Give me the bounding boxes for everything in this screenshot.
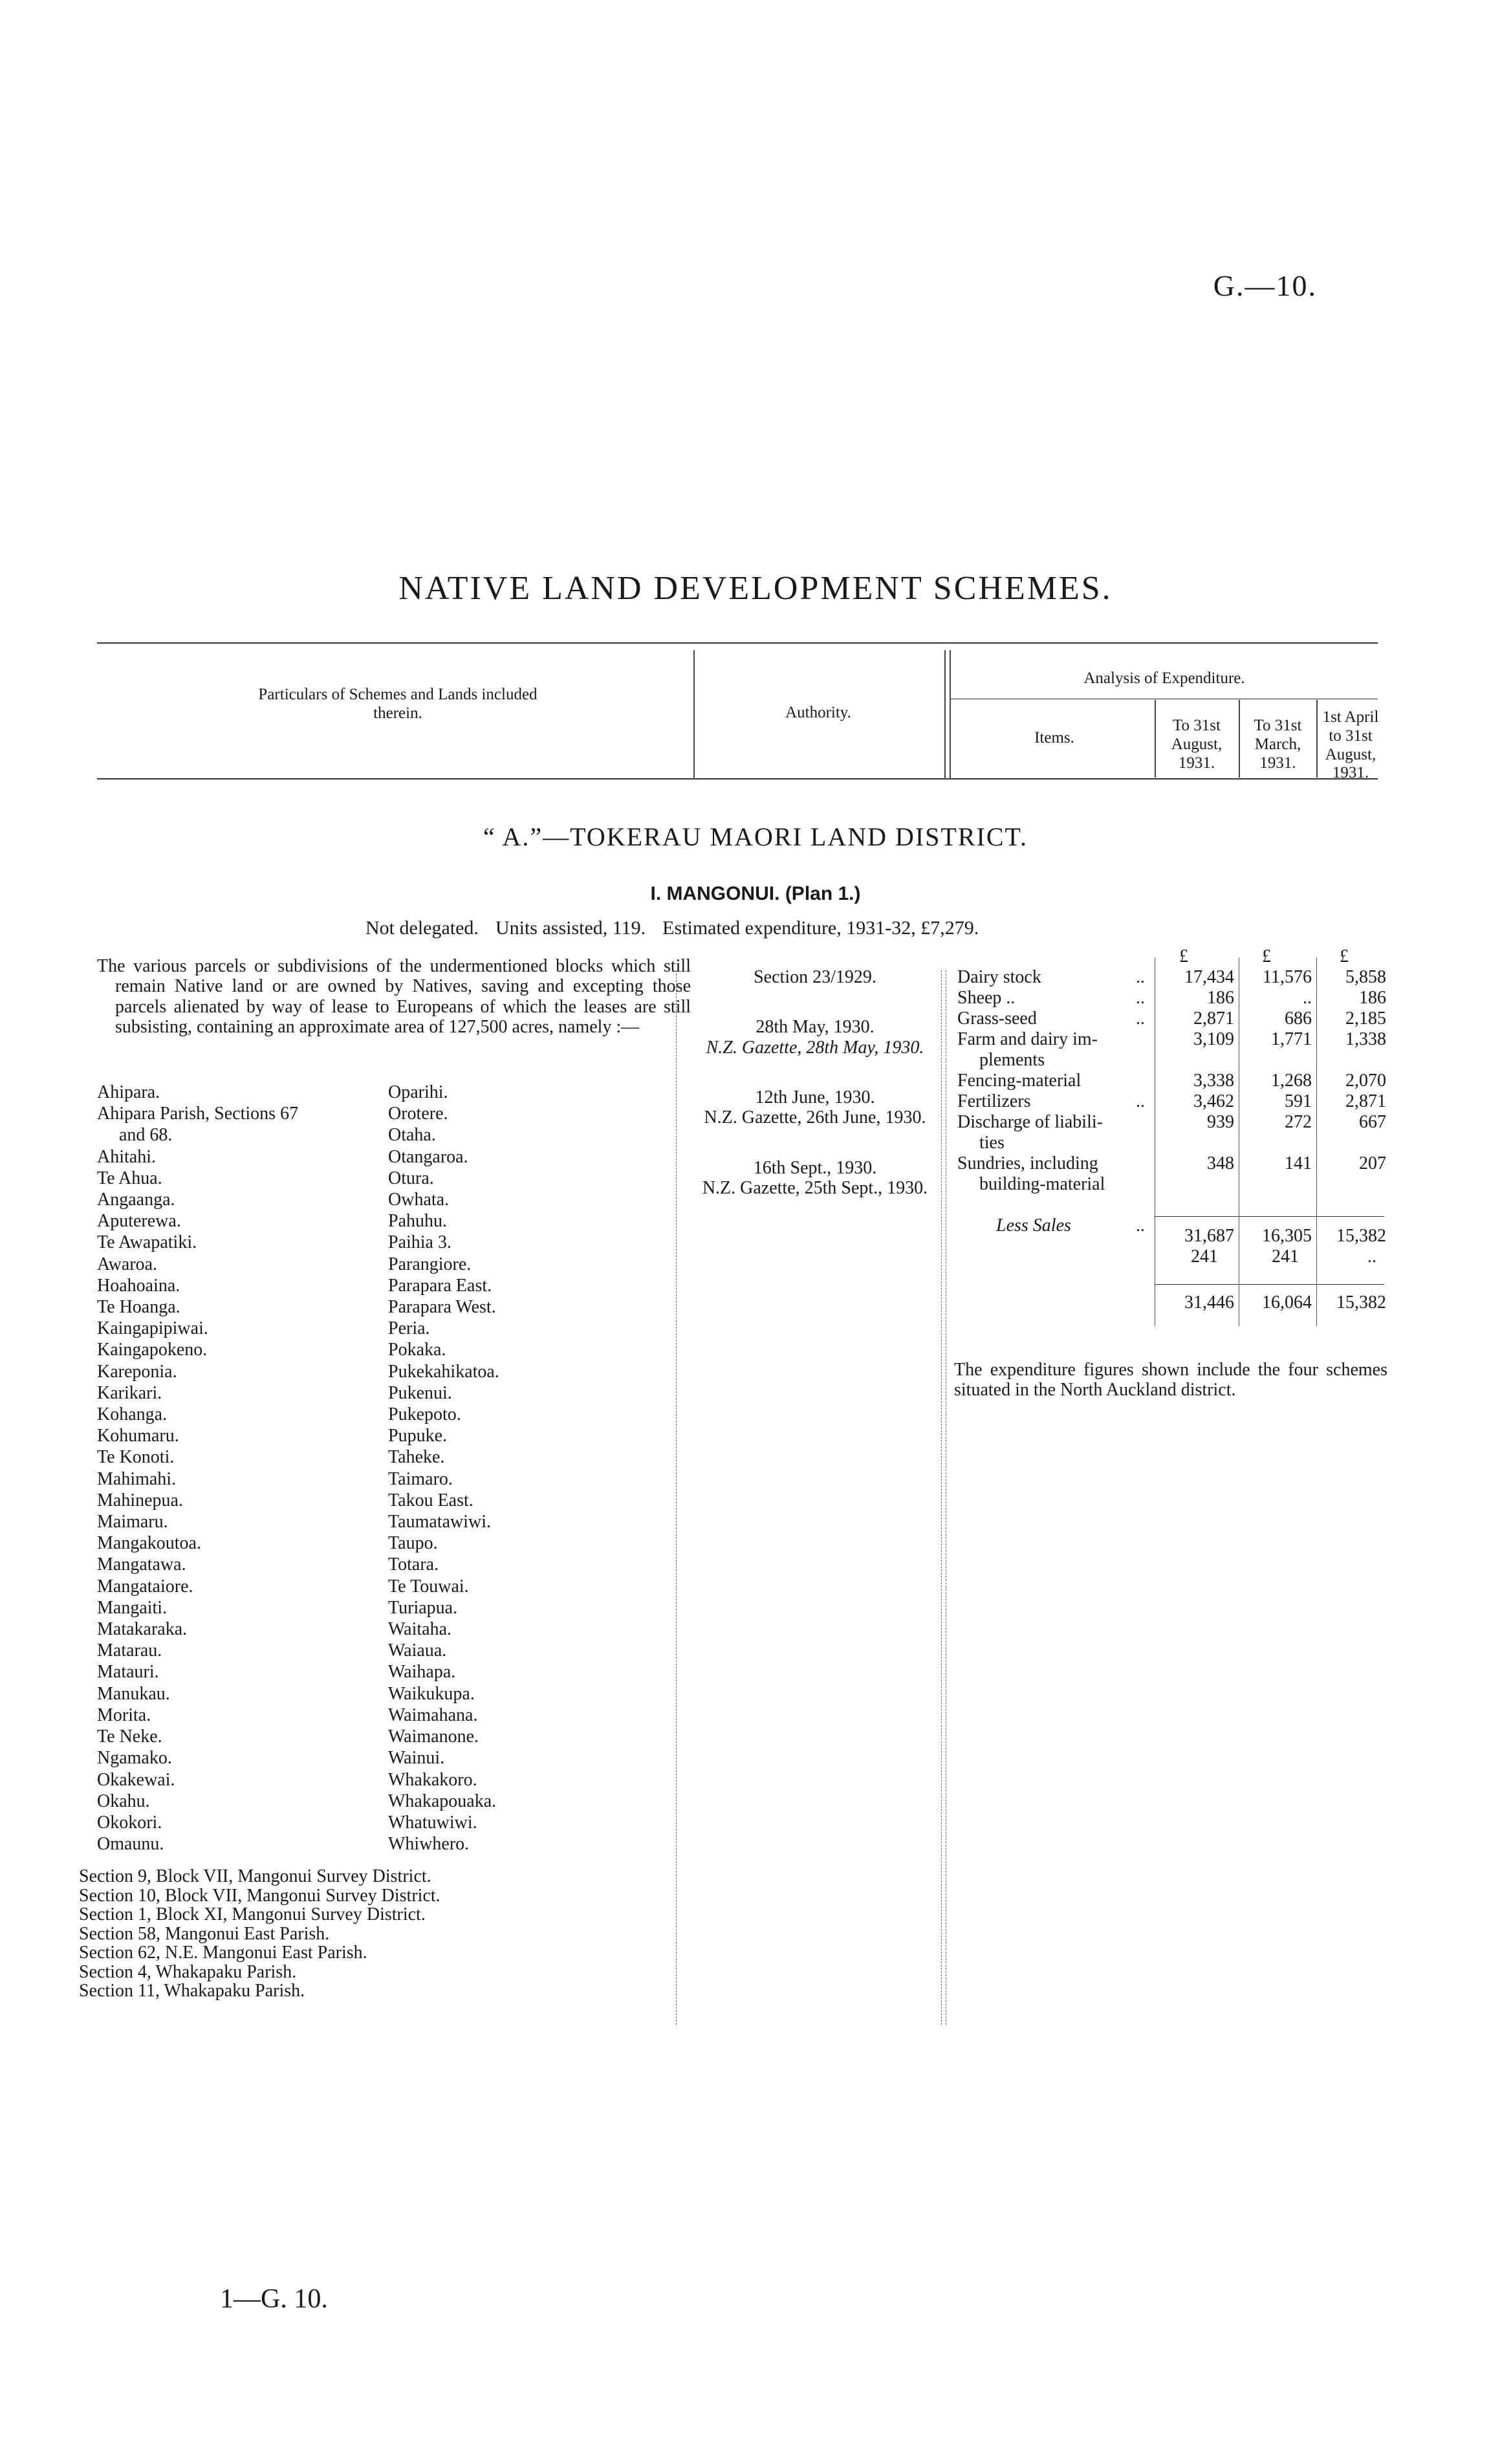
block-name: Pukenui. [388,1382,452,1403]
amount: 667 [1359,1112,1386,1132]
amount: .. [1303,988,1312,1008]
amount: 348 [1207,1153,1234,1173]
item-label: Dairy stock [957,967,1041,987]
amounts-to-31st-august [1157,967,1234,1174]
block-name: Otura. [388,1168,434,1188]
block-name: Oparihi. [388,1082,448,1102]
item-row [957,1153,1145,1195]
scheme-meta [365,917,979,939]
expenditure-items [957,967,1145,1236]
header-particulars: Particulars of Schemes and Lands included therein. [258,686,538,722]
block-list-right [388,1082,499,1855]
district-heading: “ A.”—TOKERAU MAORI LAND DISTRICT. [483,822,1028,851]
net-a: 31,446 [1184,1292,1234,1313]
scheme-title: I. MANGONUI. (Plan 1.) [650,883,861,904]
authority-entry [689,1017,941,1058]
total-a: 31,687 [1184,1226,1234,1246]
page-title: NATIVE LAND DEVELOPMENT SCHEMES. [398,570,1113,607]
item-label: Discharge of liabili- [957,1112,1103,1132]
block-name: Owhata. [388,1190,450,1210]
amount: 3,338 [1193,1071,1234,1091]
block-name: and 68. [119,1125,173,1146]
estimated-expenditure: Estimated expenditure, 1931-32, £7,279. [662,917,979,939]
item-label: Fencing-material [957,1071,1082,1091]
block-name: Mangaiti. [97,1597,168,1618]
section-entry: Section 11, Whakapaku Parish. [79,1981,305,2001]
header-authority: Authority. [785,704,851,721]
block-name: Otangaroa. [388,1146,468,1167]
item-row [957,1029,1145,1071]
amount: 2,871 [1193,1008,1234,1029]
block-name: Ahipara Parish, Sections 67 [97,1104,299,1124]
authority-line: 16th Sept., 1930. [753,1157,877,1178]
block-name: Angaanga. [97,1190,175,1210]
block-name: Okahu. [97,1791,150,1811]
block-name: Omaunu. [97,1834,164,1855]
header-divider-1 [693,650,695,780]
amounts-april-to-august [1318,967,1386,1174]
section-entry: Section 10, Block VII, Mangonui Survey District. [79,1885,440,1906]
amount: 141 [1285,1153,1312,1173]
block-name: Waiaua. [388,1641,447,1661]
block-name: Kohumaru. [97,1426,179,1446]
block-name: Kaingapokeno. [97,1340,208,1360]
block-name: Pahuhu. [388,1211,447,1232]
block-name: Te Awapatiki. [97,1232,197,1253]
block-name: Ahitahi. [97,1146,156,1167]
block-name: Pokaka. [388,1340,446,1360]
item-row [957,1008,1145,1029]
header-bottom-rule [97,778,1378,780]
section-entry: Section 58, Mangonui East Parish. [79,1923,330,1944]
block-name: Mahimahi. [97,1468,177,1489]
block-name: Okakewai. [97,1769,175,1790]
authority-entry [689,1158,941,1199]
section-entry: Section 1, Block XI, Mangonui Survey District. [79,1904,426,1924]
block-name: Morita. [97,1705,151,1725]
block-name: Ahipara. [97,1082,160,1102]
body-divider-2 [941,970,942,2025]
item-label: Sundries, including [957,1153,1098,1173]
block-name: Te Ahua. [97,1168,162,1188]
less-sales-c: .. [1367,1247,1376,1267]
block-name: Matarau. [97,1641,162,1661]
block-name: Orotere. [388,1104,448,1124]
leader-dots: .. [1136,988,1145,1008]
block-name: Manukau. [97,1683,170,1704]
amount: 11,576 [1263,967,1312,987]
block-name: Taheke. [388,1447,445,1468]
block-name: Pukekahikatoa. [388,1361,499,1382]
block-name: Wainui. [388,1748,445,1769]
block-name: Kaingapipiwai. [97,1318,208,1339]
header-divider-2b [950,650,951,780]
authority-entry [689,1087,941,1128]
total-b: 16,305 [1262,1226,1312,1246]
block-name: Whakakoro. [388,1769,477,1790]
block-name: Te Touwai. [388,1576,469,1597]
block-name: Totara. [388,1554,439,1575]
block-name: Taimaro. [388,1468,453,1489]
block-name: Taupo. [388,1533,438,1554]
leader-dots: .. [1136,1091,1145,1111]
amount: 686 [1285,1008,1312,1029]
authority-entry [689,967,941,987]
net-b: 16,064 [1262,1292,1312,1313]
header-to-31st-march: To 31st March, 1931. [1254,717,1302,772]
item-row [957,988,1145,1008]
header-top-rule [97,642,1378,644]
item-row [957,967,1145,988]
block-name: Te Hoanga. [97,1297,180,1318]
section-list [79,1867,440,2001]
amount: 17,434 [1184,967,1234,987]
expenditure-note: The expenditure figures shown include the four schemes situated in the North Auckland district. [954,1360,1387,1400]
less-sales-b: 241 [1272,1247,1299,1267]
block-name: Hoahoaina. [97,1275,180,1296]
block-name: Waihapa. [388,1662,456,1683]
section-entry: Section 9, Block VII, Mangonui Survey District. [79,1866,431,1886]
amount: 1,268 [1271,1071,1312,1091]
item-label-cont: ties [979,1133,1005,1153]
block-name: Waimanone. [388,1727,479,1747]
item-row [957,1112,1145,1153]
amounts-to-31st-march [1241,967,1312,1174]
block-name: Mahinepua. [97,1490,183,1510]
header-analysis: Analysis of Expenditure. [1083,670,1245,687]
block-name: Turiapua. [388,1597,458,1618]
block-name: Waitaha. [388,1619,452,1640]
amount: 939 [1207,1112,1234,1132]
block-name: Okokori. [97,1812,162,1833]
block-name: Aputerewa. [97,1211,181,1232]
block-name: Te Konoti. [97,1447,175,1468]
total-c: 15,382 [1336,1226,1386,1246]
delegation-status: Not delegated. [365,917,479,939]
block-name: Waikukupa. [388,1683,475,1704]
leader-dots: .. [1136,967,1145,987]
amount: 3,109 [1193,1029,1234,1049]
header-to-31st-august: To 31st August, 1931. [1171,717,1223,772]
header-divider-2 [944,650,946,780]
page-footer: 1—G. 10. [220,2284,328,2314]
amount: 1,771 [1271,1029,1312,1049]
block-name: Mangataiore. [97,1576,193,1597]
header-divider-5 [1316,700,1318,778]
item-label-cont: plements [979,1050,1045,1070]
authority-line: 12th June, 1930. [755,1087,875,1108]
amount: 186 [1207,988,1234,1008]
amount: 207 [1359,1153,1386,1173]
block-name: Whiwhero. [388,1834,470,1855]
block-name: Mangakoutoa. [97,1533,201,1554]
block-name: Matauri. [97,1662,159,1683]
amount: 591 [1285,1091,1312,1111]
table-divider-c [1316,957,1317,1326]
leader-dots: .. [1136,1008,1145,1029]
block-name: Taumatawiwi. [388,1512,491,1532]
particulars-intro: The various parcels or subdivisions of the undermentioned blocks which still remain Native land or are owned by Natives, saving and excepting those parcels alienated by way of lease to Europeans of which the leases are still subsisting, containing an approximate area of 127,500 acres, namely :— [97,956,691,1038]
item-label: Farm and dairy im- [957,1029,1098,1049]
authority-column [689,967,941,1228]
currency-mark: £ [1340,946,1349,966]
currency-mark: £ [1262,946,1271,966]
amount: 3,462 [1193,1091,1234,1111]
block-name: Waimahana. [388,1705,478,1725]
amount: 272 [1285,1112,1312,1132]
amount: 186 [1359,988,1386,1008]
block-name: Whakapouaka. [388,1791,497,1811]
item-row [957,1091,1145,1112]
block-name: Mangatawa. [97,1554,186,1575]
body-divider-1 [676,970,677,2025]
amount: 2,070 [1345,1071,1386,1091]
block-name: Awaroa. [97,1254,158,1274]
page-reference: G.—10. [1213,269,1317,302]
item-label: Fertilizers [957,1091,1031,1111]
block-name: Paihia 3. [388,1232,451,1253]
less-sales-a: 241 [1191,1247,1218,1267]
leader-dots: .. [1136,1216,1145,1236]
block-name: Pupuke. [388,1426,447,1446]
block-name: Ngamako. [97,1748,172,1769]
block-name: Kareponia. [97,1361,177,1382]
authority-line: Section 23/1929. [754,967,876,987]
block-name: Kohanga. [97,1404,168,1425]
block-list-left [97,1082,298,1855]
block-name: Peria. [388,1318,430,1339]
amount: 5,858 [1345,967,1386,987]
block-name: Karikari. [97,1382,162,1403]
net-c: 15,382 [1336,1292,1386,1313]
authority-line: 28th May, 1930. [756,1017,875,1038]
block-name: Parangiore. [388,1254,472,1274]
block-name: Whatuwiwi. [388,1812,477,1833]
header-april-to-august: 1st April to 31st August, 1931. [1322,708,1379,782]
net-rule [1155,1284,1384,1285]
header-divider-4 [1239,700,1240,778]
block-name: Pukepoto. [388,1404,461,1425]
item-label-cont: building-material [979,1174,1105,1194]
block-name: Matakaraka. [97,1619,188,1640]
header-divider-3 [1155,700,1156,778]
block-name: Te Neke. [97,1727,162,1747]
currency-mark: £ [1179,946,1188,966]
block-name: Parapara West. [388,1297,496,1318]
block-name: Otaha. [388,1125,436,1146]
units-assisted: Units assisted, 119. [495,917,646,939]
authority-gazette: N.Z. Gazette, 28th May, 1930. [706,1037,924,1058]
header-items: Items. [1034,729,1074,747]
amount: 1,338 [1345,1029,1386,1049]
less-sales-label: Less Sales [996,1216,1071,1236]
section-entry: Section 4, Whakapaku Parish. [79,1961,297,1982]
amount: 2,185 [1345,1008,1386,1029]
item-label: Grass-seed [957,1008,1037,1029]
block-name: Parapara East. [388,1275,492,1296]
authority-gazette: N.Z. Gazette, 25th Sept., 1930. [702,1178,928,1199]
amount: 2,871 [1345,1091,1386,1111]
total-rule [1155,1216,1384,1217]
section-entry: Section 62, N.E. Mangonui East Parish. [79,1943,367,1963]
item-label: Sheep .. [957,988,1016,1008]
block-name: Maimaru. [97,1512,168,1532]
less-sales-row [957,1216,1145,1236]
authority-gazette: N.Z. Gazette, 26th June, 1930. [704,1107,926,1128]
item-row [957,1071,1145,1091]
block-name: Takou East. [388,1490,473,1510]
